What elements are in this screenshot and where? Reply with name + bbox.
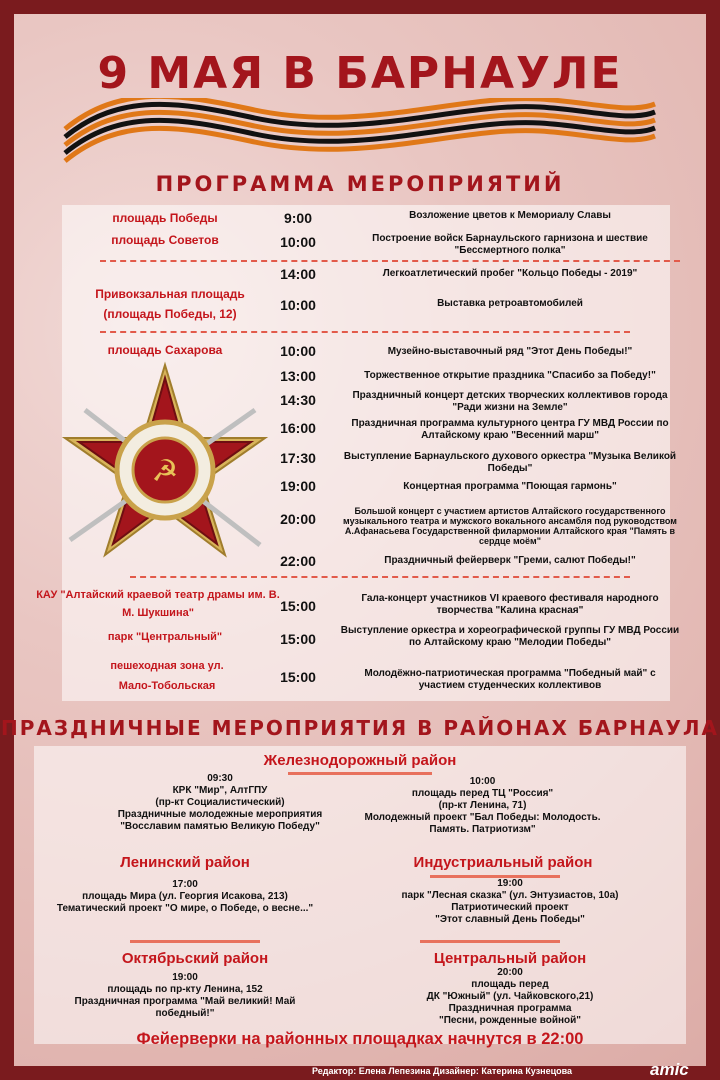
program-time: 15:00: [280, 598, 316, 614]
district-name: Октябрьский район: [121, 950, 269, 967]
program-time: 9:00: [283, 210, 313, 226]
program-time: 22:00: [280, 553, 316, 569]
program-time: 14:30: [280, 392, 316, 408]
district-name: Индустриальный район: [413, 854, 593, 871]
program-event: Праздничный концерт детских творческих коллективов города "Ради жизни на Земле": [352, 390, 668, 413]
separator: [100, 331, 630, 333]
program-event: Праздничный фейерверк "Греми, салют Победы!": [384, 555, 636, 566]
program-event: Праздничная программа культурного центра ГУ МВД России по Алтайскому краю "Весенний марш": [351, 418, 669, 441]
program-time: 17:30: [280, 450, 316, 466]
program-place: пешеходная зона ул. Мало-Тобольская: [110, 660, 224, 692]
order-patriotic-war-icon: [55, 360, 275, 580]
program-time: 10:00: [280, 343, 316, 359]
program-time: 10:00: [280, 297, 316, 313]
district-underline: [420, 940, 560, 943]
program-time: 10:00: [280, 234, 316, 250]
program-place: КАУ "Алтайский краевой театр драмы им. В. М. Шукшина": [36, 589, 280, 619]
program-event: Концертная программа "Поющая гармонь": [403, 481, 617, 492]
amic-logo: amic: [650, 1060, 689, 1079]
districts-heading: ПРАЗДНИЧНЫЕ МЕРОПРИЯТИЯ В РАЙОНАХ БАРНАУЛА: [1, 716, 719, 740]
program-time: 19:00: [280, 478, 316, 494]
program-event: Молодёжно-патриотическая программа "Победный май" с участием студенческих коллективов: [364, 668, 656, 691]
program-place: Привокзальная площадь (площадь Победы, 12): [95, 287, 245, 321]
program-time: 20:00: [280, 511, 316, 527]
program-place: парк "Центральный": [107, 631, 223, 643]
st-george-ribbon-icon: [60, 98, 660, 168]
program-place: площадь Победы: [112, 211, 218, 225]
program-time: 15:00: [280, 669, 316, 685]
district-name: Центральный район: [433, 950, 587, 967]
program-event: Построение войск Барнаульского гарнизона и шествие "Бессмертного полка": [372, 233, 648, 256]
program-place: площадь Сахарова: [107, 343, 223, 357]
program-event: Возложение цветов к Мемориалу Славы: [409, 210, 611, 221]
program-event: Музейно-выставочный ряд "Этот День Победы!": [387, 346, 633, 357]
fireworks-note: Фейерверки на районных площадках начнутся в 22:00: [136, 1030, 584, 1048]
program-event: Гала-концерт участников VI краевого фестиваля народного творчества "Калина красная": [361, 593, 659, 616]
program-time: 13:00: [280, 368, 316, 384]
program-event: Легкоатлетический пробег "Кольцо Победы - 2019": [382, 268, 638, 279]
program-event: Торжественное открытие праздника "Спасибо за Победу!": [364, 370, 656, 381]
svg-text:☭: ☭: [151, 454, 179, 489]
district-event: 09:30 КРК "Мир", АлтГПУ (пр-кт Социалистический) Праздничные молодежные мероприятия "Восславим памятью Великую Победу": [117, 773, 323, 832]
district-name: Ленинский район: [120, 854, 250, 871]
credits: Редактор: Елена Лепезина Дизайнер: Катерина Кузнецова: [312, 1066, 573, 1076]
separator: [130, 576, 630, 578]
district-event: 19:00 площадь по пр-кту Ленина, 152 Праздничная программа "Май великий! Май победный!": [74, 972, 296, 1019]
program-event: Выступление оркестра и хореографической группы ГУ МВД России по Алтайскому краю "Мелодии Победы": [340, 625, 680, 648]
district-name: Железнодорожный район: [263, 752, 457, 769]
district-event: 19:00 парк "Лесная сказка" (ул. Энтузиастов, 10а) Патриотический проект "Этот славный День Победы": [401, 878, 619, 925]
program-time: 14:00: [280, 266, 316, 282]
program-time: 16:00: [280, 420, 316, 436]
page-title: 9 МАЯ В БАРНАУЛЕ: [97, 48, 623, 99]
program-event: Выступление Барнаульского духового оркестра "Музыка Великой Победы": [343, 451, 677, 474]
separator: [100, 260, 680, 262]
program-heading: ПРОГРАММА МЕРОПРИЯТИЙ: [155, 172, 565, 196]
district-event: 20:00 площадь перед ДК "Южный" (ул. Чайковского,21) Праздничная программа "Песни, рожденные войной": [426, 967, 594, 1026]
district-underline: [130, 940, 260, 943]
program-time: 15:00: [280, 631, 316, 647]
district-event: 17:00 площадь Мира (ул. Георгия Исакова, 213) Тематический проект "О мире, о Победе, о весне...": [56, 879, 314, 914]
program-event: Выставка ретроавтомобилей: [437, 298, 583, 309]
program-event: Большой концерт с участием артистов Алтайского государственного музыкального театра и мужского вокального ансамбля под руководством А.Афанасьева Государственной филармонии Алтайского края "Память в сердце моём": [343, 506, 677, 546]
program-place: площадь Советов: [111, 233, 219, 247]
district-event: 10:00 площадь перед ТЦ "Россия" (пр-кт Ленина, 71) Молодежный проект "Бал Победы: Молодость. Память. Патриотизм": [364, 776, 601, 835]
